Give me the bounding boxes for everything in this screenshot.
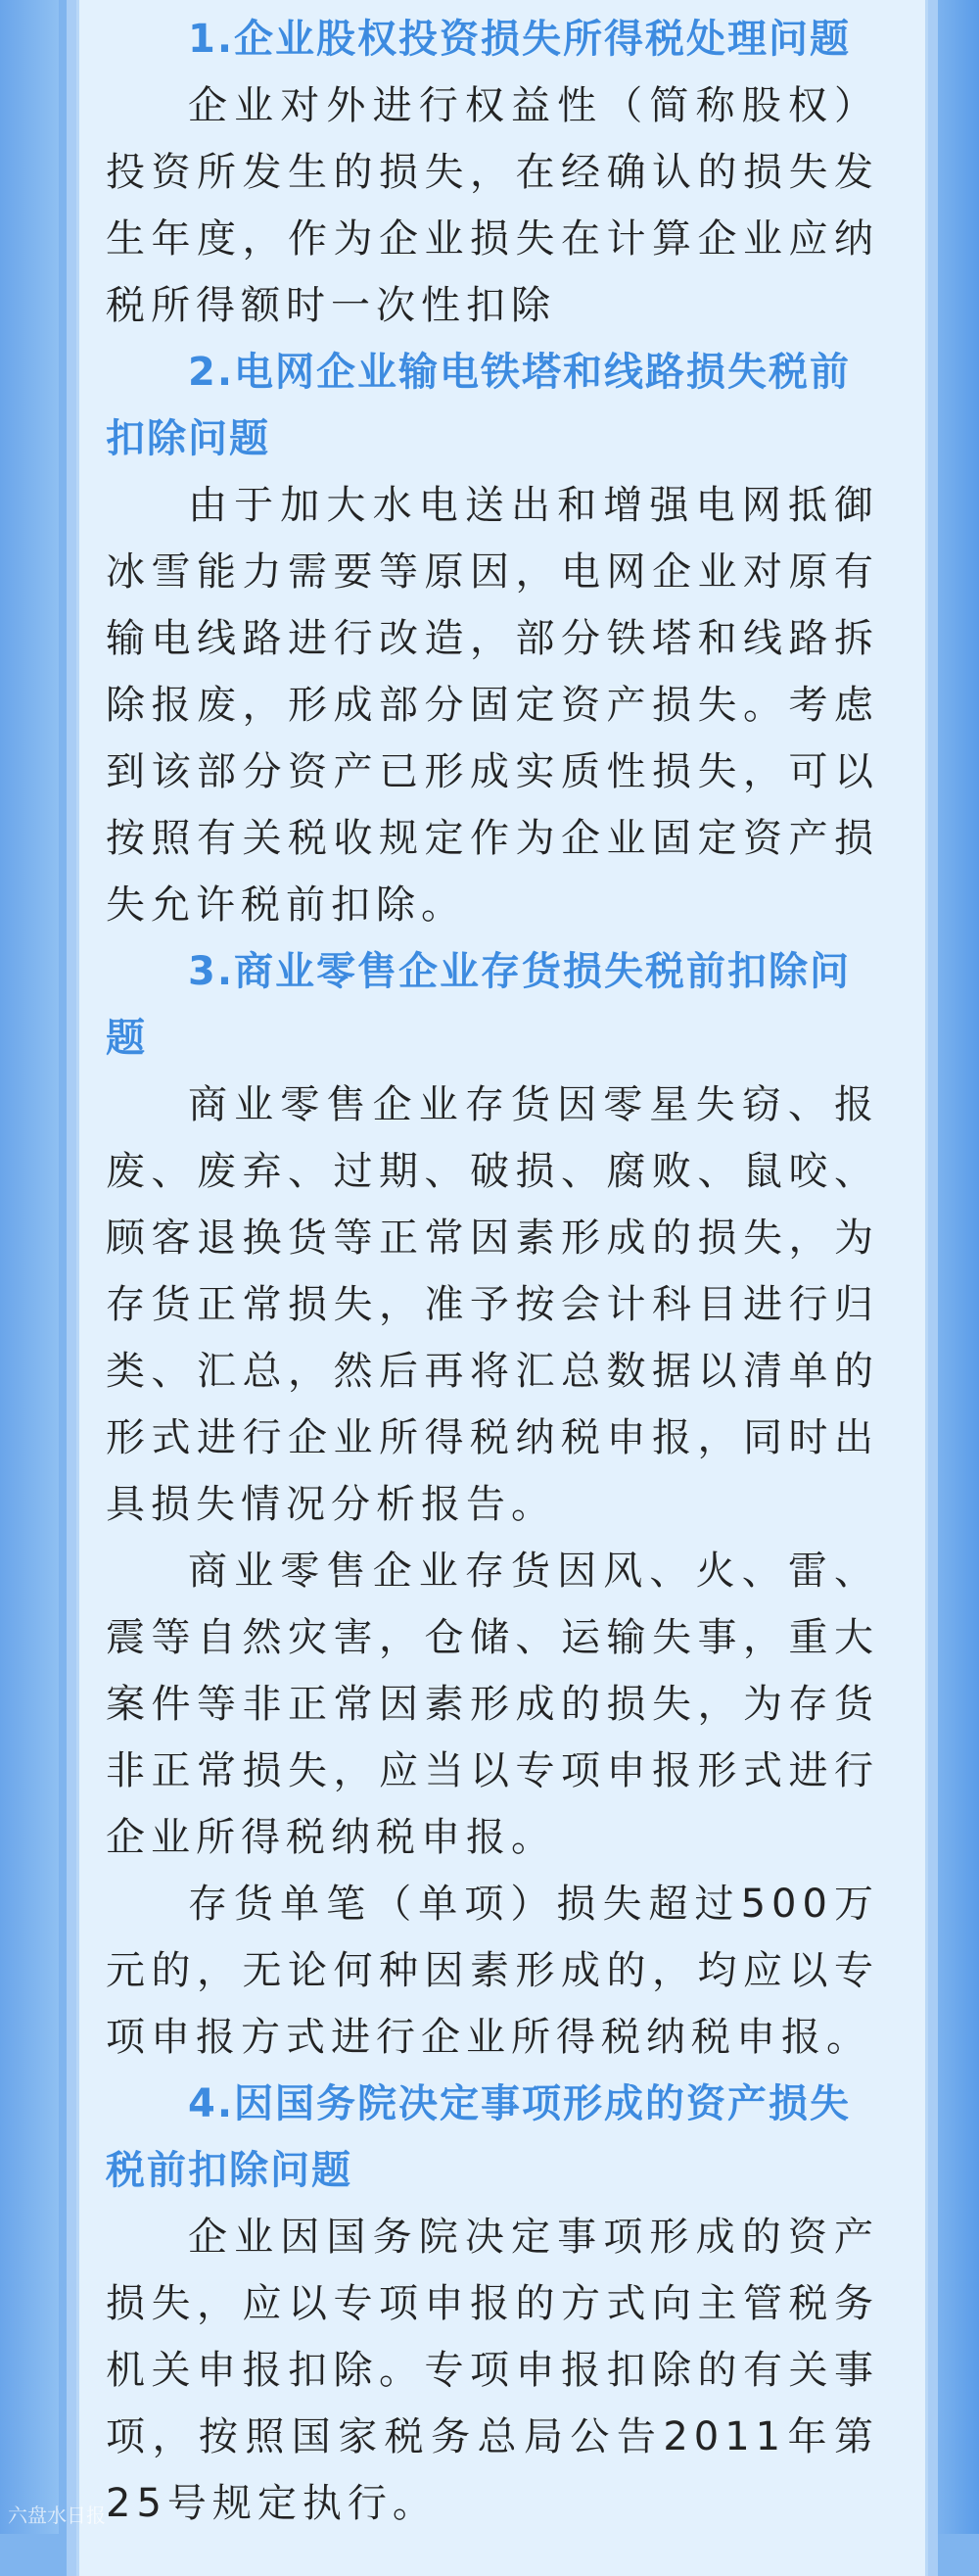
section-paragraph: 由于加大水电送出和增强电网抵御冰雪能力需要等原因，电网企业对原有输电线路进行改造，部分铁塔和线路拆除报废，形成部分固定资产损失。考虑到该部分资产已形成实质性损失，可以按照有关税收规定作为企业固定资产损失允许税前扣除。 <box>106 483 879 928</box>
section-1 <box>106 6 879 339</box>
section-heading: 4.因国务院决定事项形成的资产损失税前扣除问题 <box>106 2081 852 2193</box>
section-4 <box>106 2071 879 2537</box>
section-3 <box>106 938 879 2071</box>
section-heading: 3.商业零售企业存货损失税前扣除问题 <box>106 949 852 1061</box>
article-content <box>106 6 879 2537</box>
right-background-stripe <box>920 0 979 2534</box>
section-paragraph: 存货单笔（单项）损失超过500万元的，无论何种因素形成的，均应以专项申报方式进行企业所得税纳税申报。 <box>106 1882 879 2060</box>
left-background-stripe <box>0 0 59 2534</box>
section-paragraph: 企业对外进行权益性（简称股权）投资所发生的损失，在经确认的损失发生年度，作为企业损失在计算企业应纳税所得额时一次性扣除 <box>106 83 879 328</box>
section-paragraph: 商业零售企业存货因零星失窃、报废、废弃、过期、破损、腐败、鼠咬、顾客退换货等正常因素形成的损失，为存货正常损失，准予按会计科目进行归类、汇总，然后再将汇总数据以清单的形式进行企业所得税纳税申报，同时出具损失情况分析报告。 <box>106 1082 879 1527</box>
section-2 <box>106 339 879 938</box>
section-paragraph: 商业零售企业存货因风、火、雷、震等自然灾害，仓储、运输失事，重大案件等非正常因素形成的损失，为存货非正常损失，应当以专项申报形式进行企业所得税纳税申报。 <box>106 1549 879 1860</box>
section-paragraph: 企业因国务院决定事项形成的资产损失，应以专项申报的方式向主管税务机关申报扣除。专项申报扣除的有关事项，按照国家税务总局公告2011年第25号规定执行。 <box>106 2215 879 2526</box>
section-heading: 1.企业股权投资损失所得税处理问题 <box>188 17 852 62</box>
watermark-text: 六盘水日报 <box>8 2504 106 2527</box>
section-heading: 2.电网企业输电铁塔和线路损失税前扣除问题 <box>106 350 852 461</box>
